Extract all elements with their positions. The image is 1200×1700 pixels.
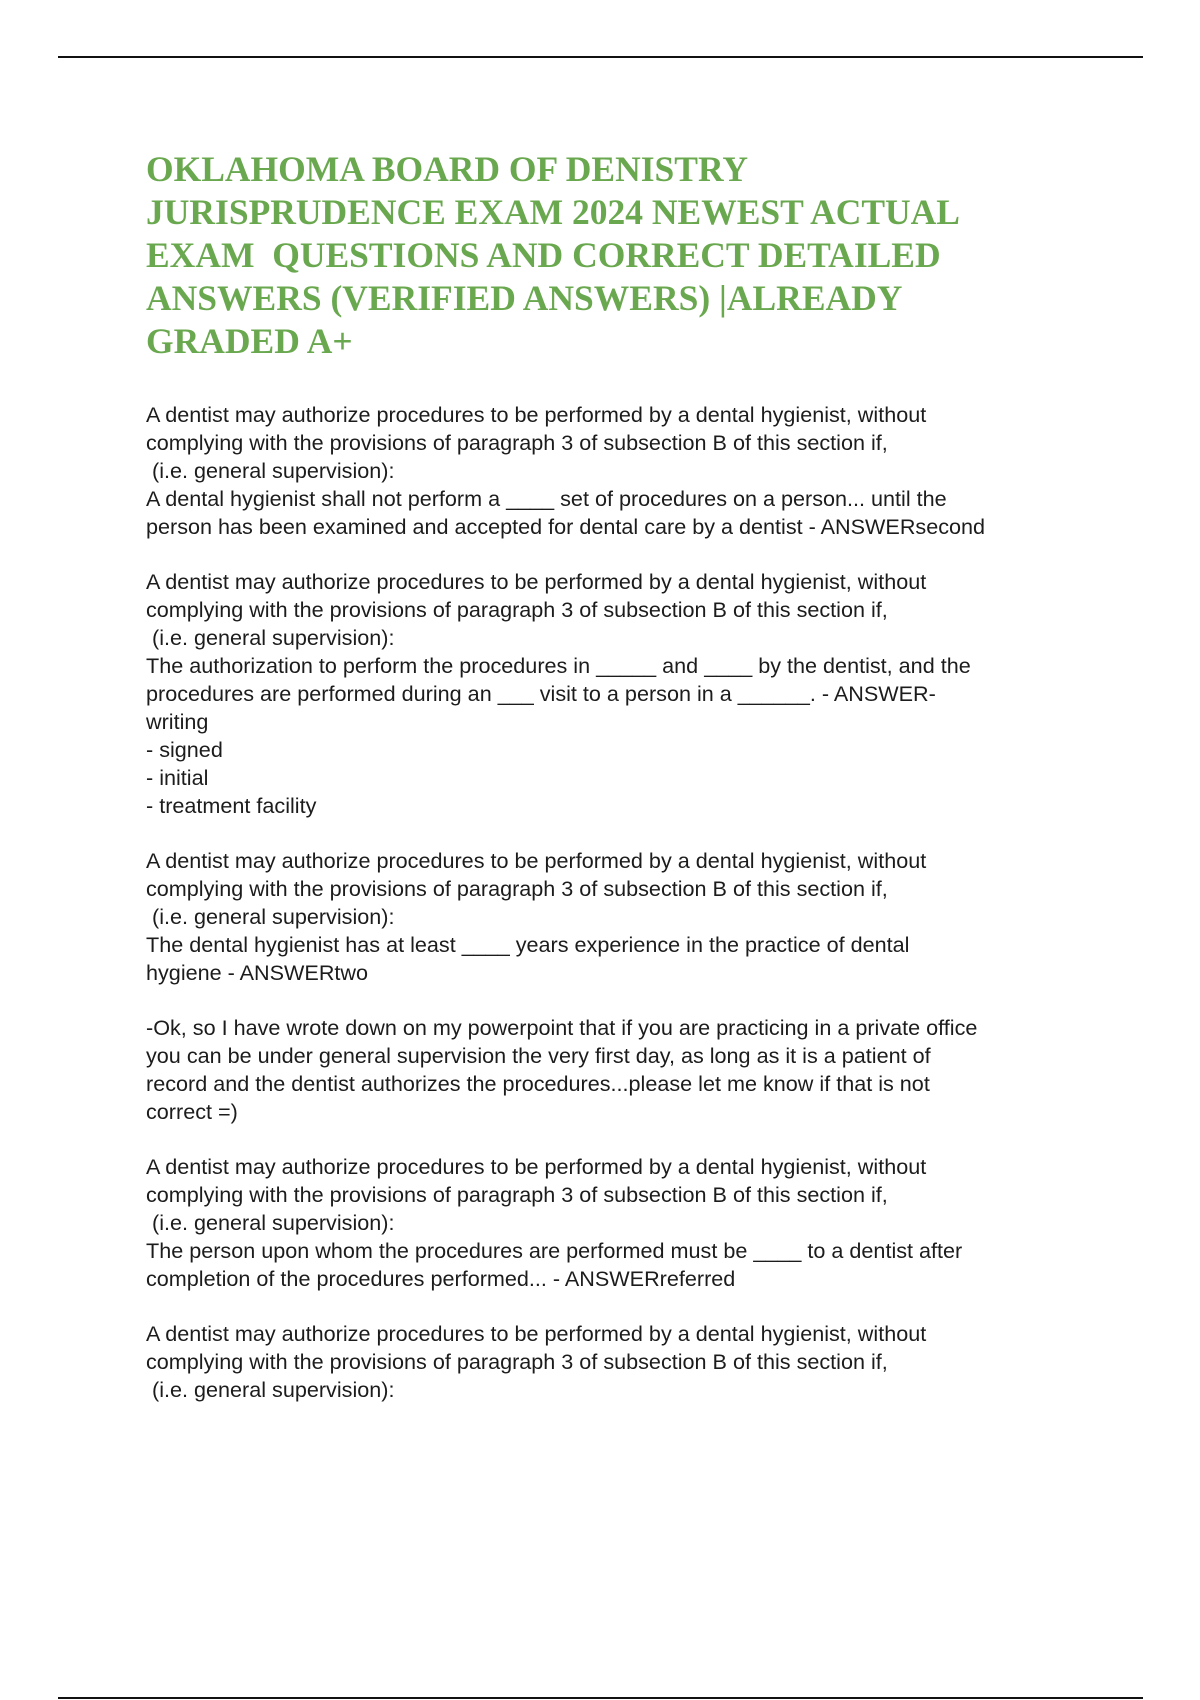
text-line: complying with the provisions of paragraph 3 of subsection B of this section if, xyxy=(146,430,888,455)
title-line: ANSWERS (VERIFIED ANSWERS) |ALREADY xyxy=(146,278,903,318)
text-line: complying with the provisions of paragraph 3 of subsection B of this section if, xyxy=(146,1182,888,1207)
text-line: hygiene - ANSWERtwo xyxy=(146,960,369,985)
text-line: (i.e. general supervision): xyxy=(146,458,395,483)
text-line: (i.e. general supervision): xyxy=(146,1210,395,1235)
text-line: A dentist may authorize procedures to be performed by a dental hygienist, without xyxy=(146,569,927,594)
text-line: record and the dentist authorizes the procedures...please let me know if that is not xyxy=(146,1071,930,1096)
text-line: writing xyxy=(146,709,209,734)
question-block xyxy=(146,568,1116,820)
question-block xyxy=(146,1153,1116,1293)
text-line: procedures are performed during an ___ visit to a person in a ______. - ANSWER- xyxy=(146,681,936,706)
text-line: (i.e. general supervision): xyxy=(146,625,395,650)
title-line: GRADED A+ xyxy=(146,321,353,361)
text-line: A dentist may authorize procedures to be performed by a dental hygienist, without xyxy=(146,402,927,427)
text-line: completion of the procedures performed... - ANSWERreferred xyxy=(146,1266,736,1291)
question-block xyxy=(146,401,1116,541)
document-body xyxy=(146,148,1116,1431)
question-block xyxy=(146,1014,1116,1126)
text-line: A dentist may authorize procedures to be performed by a dental hygienist, without xyxy=(146,848,927,873)
text-line: complying with the provisions of paragraph 3 of subsection B of this section if, xyxy=(146,597,888,622)
text-line: (i.e. general supervision): xyxy=(146,1377,395,1402)
text-line: The authorization to perform the procedures in _____ and ____ by the dentist, and the xyxy=(146,653,971,678)
text-line: - treatment facility xyxy=(146,793,317,818)
question-block xyxy=(146,1320,1116,1404)
text-line: (i.e. general supervision): xyxy=(146,904,395,929)
question-list xyxy=(146,401,1116,1404)
title-line: OKLAHOMA BOARD OF DENISTRY xyxy=(146,149,748,189)
text-line: The dental hygienist has at least ____ years experience in the practice of dental xyxy=(146,932,910,957)
text-line: The person upon whom the procedures are performed must be ____ to a dentist after xyxy=(146,1238,963,1263)
document-title xyxy=(146,148,1116,363)
title-line: EXAM QUESTIONS AND CORRECT DETAILED xyxy=(146,235,941,275)
text-line: person has been examined and accepted for dental care by a dentist - ANSWERsecond xyxy=(146,514,986,539)
header-rule xyxy=(58,56,1143,58)
text-line: A dentist may authorize procedures to be performed by a dental hygienist, without xyxy=(146,1154,927,1179)
text-line: - signed xyxy=(146,737,223,762)
text-line: -Ok, so I have wrote down on my powerpoint that if you are practicing in a private office xyxy=(146,1015,978,1040)
footer-rule xyxy=(58,1697,1143,1699)
text-line: A dental hygienist shall not perform a ____ set of procedures on a person... until the xyxy=(146,486,947,511)
text-line: correct =) xyxy=(146,1099,238,1124)
text-line: complying with the provisions of paragraph 3 of subsection B of this section if, xyxy=(146,876,888,901)
text-line: A dentist may authorize procedures to be performed by a dental hygienist, without xyxy=(146,1321,927,1346)
question-block xyxy=(146,847,1116,987)
text-line: - initial xyxy=(146,765,209,790)
text-line: complying with the provisions of paragraph 3 of subsection B of this section if, xyxy=(146,1349,888,1374)
text-line: you can be under general supervision the very first day, as long as it is a patient of xyxy=(146,1043,931,1068)
title-line: JURISPRUDENCE EXAM 2024 NEWEST ACTUAL xyxy=(146,192,960,232)
